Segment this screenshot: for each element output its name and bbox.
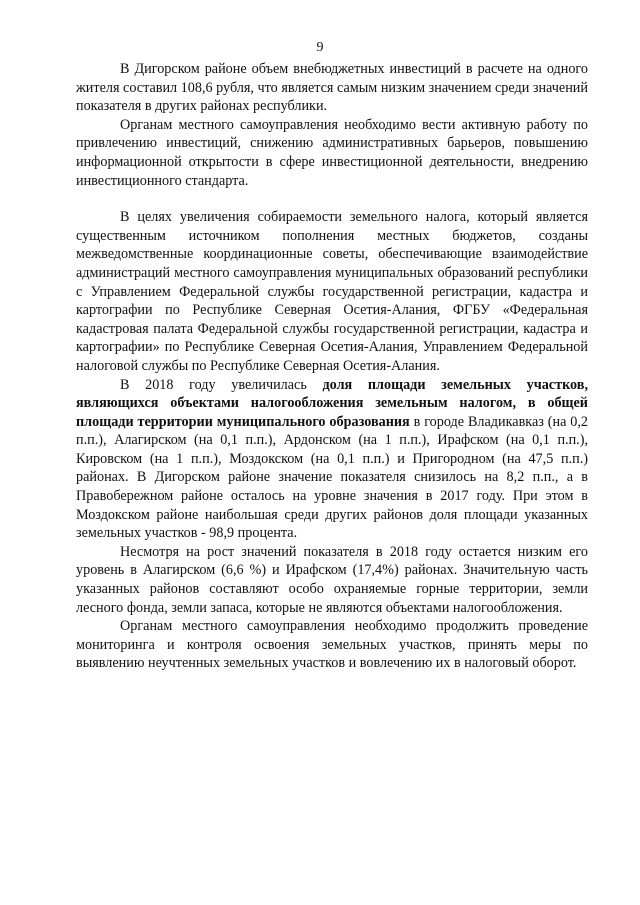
document-body	[76, 60, 588, 673]
page-number: 9	[316, 40, 324, 55]
paragraph-land-share-prefix: В 2018 году увеличилась	[120, 376, 323, 393]
paragraph-land-share-suffix: в городе Владикавказ (на 0,2 п.п.), Алагирском (на 0,1 п.п.), Ардонском (на 1 п.п.), Ирафском (на 0,1 п.п.), Кировском (на 1 п.п.), Моздокском (на 0,1 п.п.) и Пригородном (на 47,5 п.п.) районах. В Дигорском районе значение показателя снизилось на 8,2 п.п., а в Правобережном районе осталось на уровне значения в 2017 году. При этом в Моздокском районе наибольшая среди других районов доля площади указанных земельных участков - 98,9 процента.	[76, 413, 588, 542]
paragraph-investment-measures: Органам местного самоуправления необходимо вести активную работу по привлечению инвестиций, снижению административных барьеров, повышению информационной открытости в сфере инвестиционной деятельности, внедрению инвестиционного стандарта.	[76, 116, 588, 189]
paragraph-land-share-2018	[76, 376, 588, 543]
paragraph-land-tax-councils: В целях увеличения собираемости земельного налога, который является существенным источником пополнения местных бюджетов, созданы межведомственные координационные советы, обеспечивающие взаимодействие администраций местного самоуправления муниципальных образований республики с Управлением Федеральной службы государственной регистрации, кадастра и картографии по Республике Северная Осетия-Алания, ФГБУ «Федеральная кадастровая палата Федеральной службы государственной регистрации, кадастра и картографии» по Республике Северная Осетия-Алания, Управлением Федеральной налоговой службы по Республике Северная Осетия-Алания.	[76, 209, 588, 374]
paragraph-digora-investments: В Дигорском районе объем внебюджетных инвестиций в расчете на одного жителя составил 108,6 рубля, что является самым низким значением среди значений показателя в других районах республики.	[76, 61, 588, 115]
paragraph-low-level-districts: Несмотря на рост значений показателя в 2018 году остается низким его уровень в Алагирском (6,6 %) и Ирафском (17,4%) районах. Значительную часть указанных районов составляют особо охраняемые горные территории, земли лесного фонда, земли запаса, которые не являются объектами налогообложения.	[76, 543, 588, 616]
paragraph-monitoring-measures: Органам местного самоуправления необходимо продолжить проведение мониторинга и контроля освоения земельных участков, принять меры по выявлению неучтенных земельных участков и вовлечению их в налоговый оборот.	[76, 618, 588, 672]
paragraph-spacer	[76, 190, 588, 208]
indicator-name-bold: доля площади земельных участков, являющихся объектами налогообложения земельным налогом, в общей площади территории муниципального образования	[76, 376, 589, 430]
